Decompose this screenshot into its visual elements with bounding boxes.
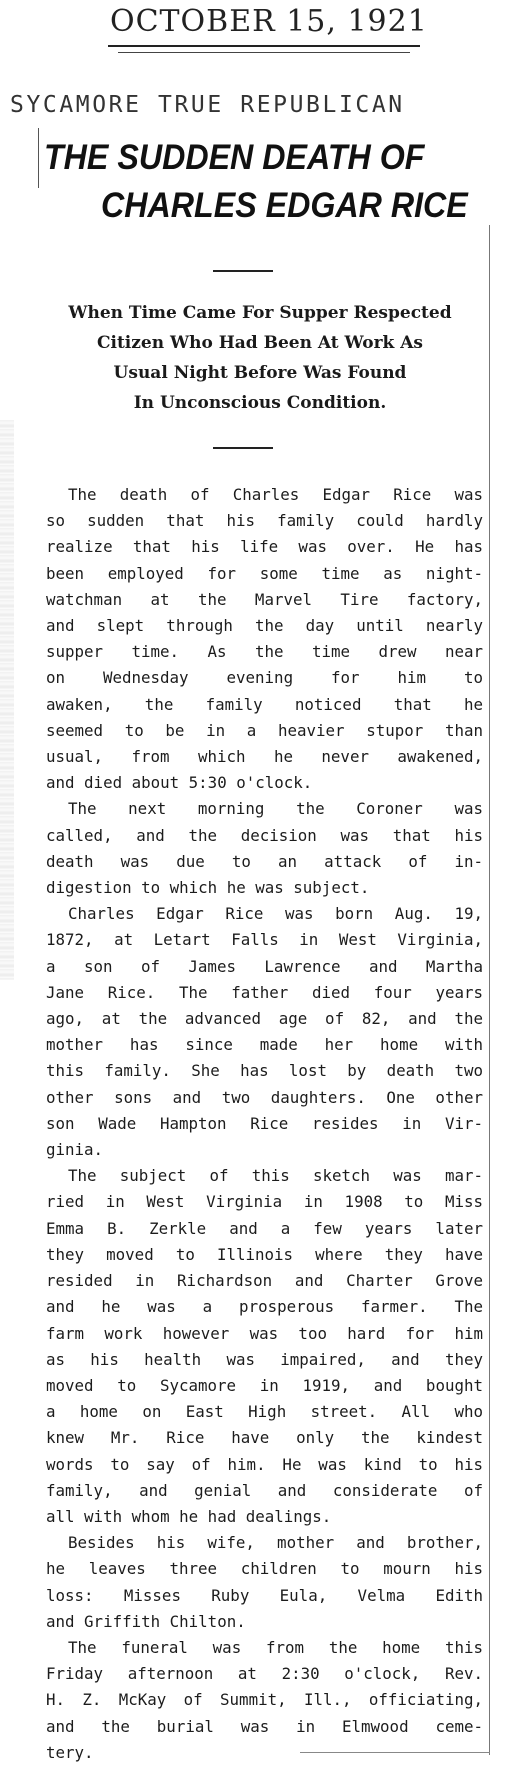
paragraph-line: so sudden that his family could hardly <box>46 511 483 531</box>
paragraph-line: all with whom he had dealings. <box>46 1506 332 1526</box>
subhead-line: Citizen Who Had Been At Work As <box>96 333 424 353</box>
paragraph-line: other sons and two daughters. One other <box>46 1087 483 1107</box>
bottom-rule <box>300 1752 490 1753</box>
newspaper-name: SYCAMORE TRUE REPUBLICAN <box>10 92 405 118</box>
paragraph-line: Besides his wife, mother and brother, <box>68 1533 483 1553</box>
article-paragraph <box>46 901 483 1163</box>
article-headline <box>44 134 468 230</box>
paragraph-line: farm work however was too hard for him <box>46 1323 483 1343</box>
paragraph-line: words to say of him. He was kind to his <box>46 1454 483 1474</box>
paragraph-line: and the burial was in Elmwood ceme- <box>46 1716 483 1736</box>
article-body <box>46 482 483 1766</box>
paragraph-line: ginia. <box>46 1140 104 1160</box>
paragraph-line: Jane Rice. The father died four years <box>46 982 483 1002</box>
paragraph-line: loss: Misses Ruby Eula, Velma Edith <box>46 1585 483 1605</box>
paragraph-line: a son of James Lawrence and Martha <box>46 956 483 976</box>
paragraph-line: on Wednesday evening for him to <box>46 668 483 688</box>
article-paragraph <box>46 1530 483 1635</box>
date-underline <box>108 45 420 47</box>
subhead-line: Usual Night Before Was Found <box>113 363 407 383</box>
subhead-line: When Time Came For Supper Respected <box>68 303 452 323</box>
paragraph-line: and slept through the day until nearly <box>46 616 483 636</box>
paragraph-line: ried in West Virginia in 1908 to Miss <box>46 1192 483 1212</box>
paragraph-line: son Wade Hampton Rice resides in Vir- <box>46 1113 483 1133</box>
paragraph-line: 1872, at Letart Falls in West Virginia, <box>46 930 483 950</box>
paragraph-line: called, and the decision was that his <box>46 825 483 845</box>
paragraph-line: The funeral was from the home this <box>68 1637 483 1657</box>
paragraph-line: realize that his life was over. He has <box>46 537 483 557</box>
paragraph-line: death was due to an attack of in- <box>46 851 483 871</box>
paragraph-line: H. Z. McKay of Summit, Ill., officiating, <box>46 1690 483 1710</box>
paragraph-line: Friday afternoon at 2:30 o'clock, Rev. <box>46 1664 483 1684</box>
paragraph-line: been employed for some time as night- <box>46 563 483 583</box>
article-subhead <box>40 298 480 418</box>
article-paragraph <box>46 482 483 796</box>
paragraph-line: The death of Charles Edgar Rice was <box>68 485 483 504</box>
subhead-divider <box>213 447 273 449</box>
paragraph-line: mother has since made her home with <box>46 1035 483 1055</box>
paragraph-line: resided in Richardson and Charter Grove <box>46 1271 483 1291</box>
headline-line-2: CHARLES EDGAR RICE <box>101 186 468 225</box>
paragraph-line: and died about 5:30 o'clock. <box>46 773 313 793</box>
paragraph-line: this family. She has lost by death two <box>46 1061 483 1081</box>
paragraph-line: and Griffith Chilton. <box>46 1611 246 1631</box>
paragraph-line: as his health was impaired, and they <box>46 1349 483 1369</box>
scan-edge-noise <box>0 420 14 980</box>
paragraph-line: awaken, the family noticed that he <box>46 694 483 714</box>
date-underline-thin <box>118 52 410 53</box>
subhead-line: In Unconscious Condition. <box>133 393 387 413</box>
article-paragraph <box>46 796 483 901</box>
paragraph-line: knew Mr. Rice have only the kindest <box>46 1428 483 1448</box>
paragraph-line: tery. <box>46 1742 94 1762</box>
paragraph-line: usual, from which he never awakened, <box>46 747 483 767</box>
paragraph-line: Emma B. Zerkle and a few years later <box>46 1218 483 1238</box>
paragraph-line: Charles Edgar Rice was born Aug. 19, <box>68 904 483 924</box>
paragraph-line: seemed to be in a heavier stupor than <box>46 720 483 740</box>
paragraph-line: and he was a prosperous farmer. The <box>46 1297 483 1317</box>
column-border-left <box>38 128 39 188</box>
paragraph-line: they moved to Illinois where they have <box>46 1244 483 1264</box>
headline-divider <box>213 270 273 272</box>
column-border-right <box>489 225 490 1755</box>
headline-line-1: THE SUDDEN DEATH OF <box>44 138 425 177</box>
paragraph-line: The subject of this sketch was mar- <box>68 1166 483 1186</box>
publication-date: OCTOBER 15, 1921 <box>110 4 428 39</box>
article-paragraph <box>46 1635 483 1766</box>
paragraph-line: watchman at the Marvel Tire factory, <box>46 589 483 609</box>
paragraph-line: digestion to which he was subject. <box>46 878 370 898</box>
paragraph-line: a home on East High street. All who <box>46 1402 483 1422</box>
article-paragraph <box>46 1163 483 1530</box>
paragraph-line: he leaves three children to mourn his <box>46 1559 483 1579</box>
paragraph-line: family, and genial and considerate of <box>46 1480 483 1500</box>
paragraph-line: The next morning the Coroner was <box>68 799 483 819</box>
paragraph-line: supper time. As the time drew near <box>46 642 483 662</box>
paragraph-line: ago, at the advanced age of 82, and the <box>46 1009 483 1029</box>
paragraph-line: moved to Sycamore in 1919, and bought <box>46 1375 483 1395</box>
